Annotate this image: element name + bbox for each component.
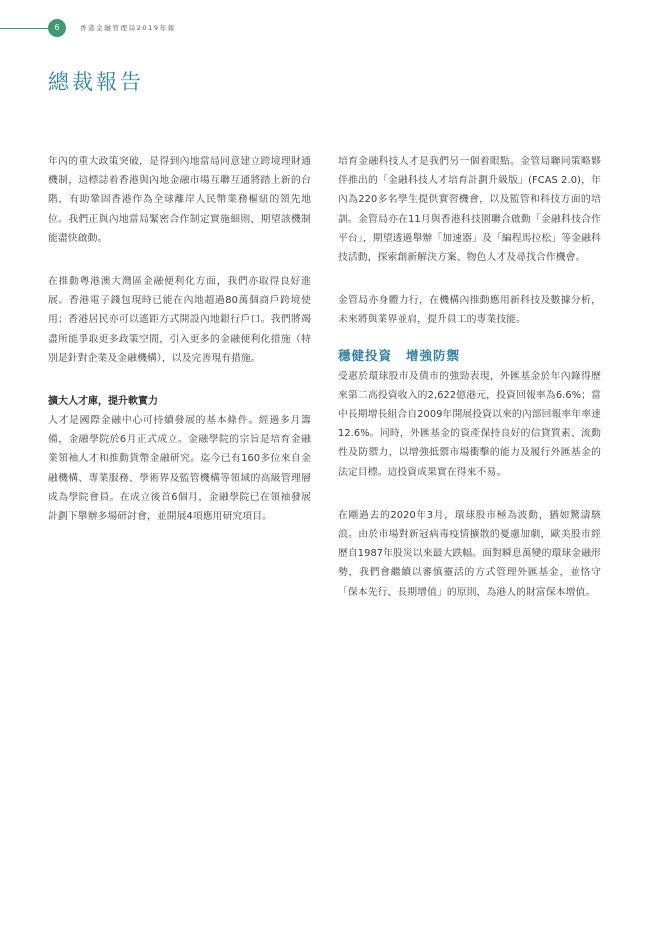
paragraph: 人才是國際金融中心可持續發展的基本條件。經過多月籌備，金融學院於6月正式成立。金融學院的宗旨是培育金融業領袖人才和推動貨幣金融研究。迄今已有160多位來自金融機構、專業服務、學術界及監管機構等領域的高級管理層成為學院會員。在成立後首6個月，金融學院已在領袖發展計劃下舉辦多場研討會，並開展4項應用研究項目。 [48,415,311,523]
paragraph: 培育金融科技人才是我們另一個着眼點。金管局聯同策略夥伴推出的「金融科技人才培育計劃升級版」(FCAS 2.0)，年內為220多名學生提供實習機會，以及監管和科技方面的培訓。金管局亦在11月與香港科技園聯合啟動「金融科技合作平台」，期望透過舉辦「加速器」及「編程馬拉松」等金融科技活動，探索創新解決方案、物色人才及尋找合作機會。 [338,156,601,264]
section-heading-part-1: 穩健投資 [338,347,393,363]
section-heading [338,345,601,367]
subheading: 擴大人才庫，提升軟實力 [48,396,158,408]
section-heading-part-2: 增強防禦 [406,347,461,363]
running-header: 香港金融管理局2019年報 [80,24,176,32]
paragraph: 在剛過去的2020年3月，環球股市極為波動，猶如驚濤駭浪。由於市場對新冠病毒疫情擴散的憂慮加劇，歐美股市經歷自1987年股災以來最大跌幅。面對瞬息萬變的環球金融形勢，我們會繼續以審慎靈活的方式管理外匯基金，並恪守「保本先行、長期增值」的原則，為港人的財富保本增值。 [338,509,601,598]
page-title: 總裁報告 [48,70,144,94]
left-column [48,152,311,550]
right-column [338,152,601,626]
page-number-badge: 6 [48,19,66,37]
header-rule [0,28,49,29]
paragraph: 受惠於環球股市及債市的強勁表現，外匯基金於年內錄得歷來第二高投資收入的2,622億港元，投資回報率為6.6%；當中長期增長組合自2009年開展投資以來的內部回報率年率達12.6%。同時，外匯基金的資產保持良好的信貸質素、流動性及防禦力，以增強抵禦市場衝擊的能力及履行外匯基金的法定目標。這投資成果實在得來不易。 [338,370,601,478]
paragraph: 在推動粵港澳大灣區金融便利化方面，我們亦取得良好進展。香港電子錢包現時已能在內地超過80萬個商戶跨境使用；香港居民亦可以遙距方式開設內地銀行戶口。我們將竭盡所能爭取更多政策空間，引入更多的金融便利化措施（特別是針對企業及金融機構），以及完善現有措施。 [48,276,311,364]
paragraph: 金管局亦身體力行，在機構內推動應用新科技及數據分析，未來將與業界並肩，提升員工的專業技能。 [338,295,601,326]
paragraph: 年內的重大政策突破，是得到內地當局同意建立跨境理財通機制，這標誌着香港與內地金融市場互聯互通將踏上新的台階，有助鞏固香港作為全球離岸人民幣業務樞紐的領先地位。我們正與內地當局緊密合作制定實施細則，期望該機制能盡快啟動。 [48,156,311,244]
